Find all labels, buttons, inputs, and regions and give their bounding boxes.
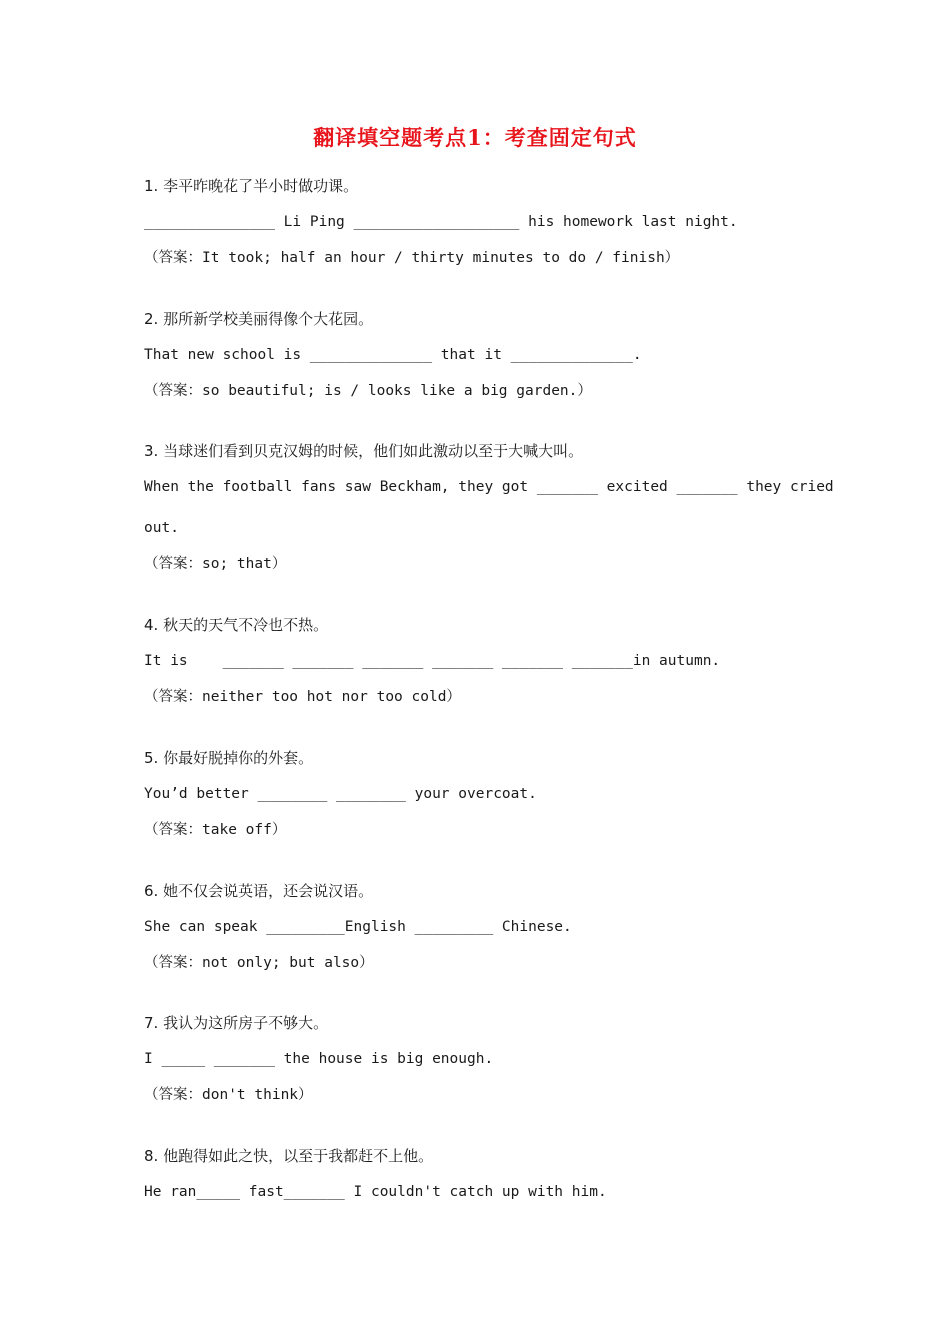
question-english-continued: out.	[144, 520, 179, 536]
question-3	[144, 441, 834, 574]
question-answer: （答案：neither too hot nor too cold）	[144, 689, 461, 705]
question-chinese: 7. 我认为这所房子不够大。	[144, 1014, 329, 1032]
question-2	[144, 309, 824, 401]
question-english: I _____ _______ the house is big enough.	[144, 1051, 494, 1067]
question-1	[144, 176, 824, 268]
question-answer: （答案：not only; but also）	[144, 955, 374, 971]
page-title: 翻译填空题考点1：考查固定句式	[313, 125, 637, 150]
question-answer: （答案：so; that）	[144, 556, 287, 572]
question-chinese: 2. 那所新学校美丽得像个大花园。	[144, 310, 374, 328]
question-english: _______________ Li Ping ___________________ his homework last night.	[144, 214, 738, 230]
question-4	[144, 615, 824, 707]
question-8	[144, 1146, 824, 1202]
question-7	[144, 1013, 824, 1105]
question-6	[144, 881, 824, 973]
question-chinese: 5. 你最好脱掉你的外套。	[144, 749, 314, 767]
question-5	[144, 748, 824, 840]
question-chinese: 1. 李平昨晚花了半小时做功课。	[144, 177, 359, 195]
question-english: He ran_____ fast_______ I couldn't catch up with him.	[144, 1184, 607, 1200]
question-english: You’d better ________ ________ your overcoat.	[144, 786, 537, 802]
question-chinese: 8. 他跑得如此之快，以至于我都赶不上他。	[144, 1147, 434, 1165]
question-english: That new school is ______________ that it ______________.	[144, 347, 642, 363]
question-english: It is _______ _______ _______ _______ _______ _______in autumn.	[144, 653, 721, 669]
question-answer: （答案：so beautiful; is / looks like a big garden.）	[144, 383, 592, 399]
question-chinese: 6. 她不仅会说英语，还会说汉语。	[144, 882, 374, 900]
question-english: When the football fans saw Beckham, they got _______ excited _______ they cried	[144, 479, 834, 495]
question-english: She can speak _________English _________ Chinese.	[144, 919, 572, 935]
question-answer: （答案：take off）	[144, 822, 287, 838]
question-answer: （答案：don't think）	[144, 1087, 313, 1103]
question-answer: （答案：It took; half an hour / thirty minutes to do / finish）	[144, 250, 680, 266]
question-chinese: 3. 当球迷们看到贝克汉姆的时候，他们如此激动以至于大喊大叫。	[144, 442, 584, 460]
question-chinese: 4. 秋天的天气不冷也不热。	[144, 616, 329, 634]
